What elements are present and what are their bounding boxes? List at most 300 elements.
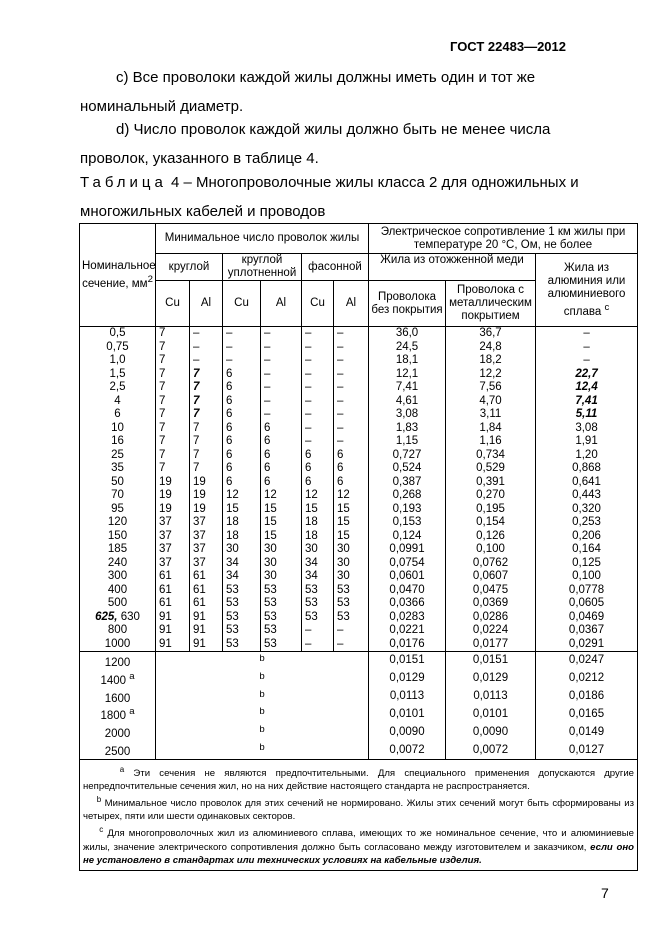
cell-value: 6 [223, 395, 261, 409]
cell-value: – [334, 368, 369, 382]
cell-value: 0,0129 [369, 670, 446, 688]
paragraph-d: d) Число проволок каждой жилы должно быть не менее числа проволок, указанного в таблице 4. [80, 121, 551, 167]
cell-value: 6 [223, 368, 261, 382]
note-b: $^b$ Минимальное число проволок для этих сечений не нормировано. Жилы этих сечений могут быть сформированы из четырех, пяти или шести одинаковых секторов. [83, 795, 635, 823]
cell-value: 0,0366 [369, 597, 446, 611]
cell-value: 0,0101 [369, 705, 446, 723]
cell-value: 30 [302, 543, 334, 557]
header-section: Номинальное сечение, $мм^2$ [80, 224, 156, 327]
cell-value: 53 [261, 624, 302, 638]
cell-not-normalized: b [259, 742, 265, 754]
table-row [80, 584, 638, 598]
cell-section: 1,0 [80, 354, 156, 368]
cell-value: 0,126 [446, 530, 536, 544]
cell-value: 53 [302, 584, 334, 598]
cell-value: 7,41 [369, 381, 446, 395]
cell-value: 0,0469 [536, 611, 638, 625]
cell-value: 7 [156, 368, 190, 382]
cell-value: 0,443 [536, 489, 638, 503]
cell-value: 1,83 [369, 422, 446, 436]
cell-value: 12,4 [536, 381, 638, 395]
cell-value: 6 [261, 462, 302, 476]
cell-value: 37 [156, 543, 190, 557]
cell-value: – [223, 327, 261, 341]
cell-value: – [261, 408, 302, 422]
table-row [80, 341, 638, 355]
cell-value: 0,0072 [369, 741, 446, 759]
cell-value: 0,125 [536, 557, 638, 571]
header-al: Al [190, 281, 223, 327]
cell-value: – [261, 368, 302, 382]
table-row [80, 741, 638, 759]
cell-value: 0,0090 [369, 723, 446, 741]
cell-value: 91 [156, 624, 190, 638]
cell-value: – [261, 327, 302, 341]
cell-value: 12,1 [369, 368, 446, 382]
table-row [80, 543, 638, 557]
table-row [80, 489, 638, 503]
cell-value: 12 [302, 489, 334, 503]
cell-value: 0,268 [369, 489, 446, 503]
cell-value: – [223, 354, 261, 368]
cell-value: 7 [190, 368, 223, 382]
cell-value: 37 [156, 557, 190, 571]
cell-value: 0,0090 [446, 723, 536, 741]
cell-value: 34 [302, 570, 334, 584]
cell-value: 15 [334, 503, 369, 517]
header-cu: Cu [156, 281, 190, 327]
cell-value: 0,0224 [446, 624, 536, 638]
cell-value: 7 [156, 462, 190, 476]
cell-value: 6 [261, 476, 302, 490]
cell-value: 4,70 [446, 395, 536, 409]
cell-value: – [302, 395, 334, 409]
cell-value: 0,0176 [369, 638, 446, 652]
cell-value: 53 [223, 584, 261, 598]
cell-value: – [302, 435, 334, 449]
cell-value: – [302, 381, 334, 395]
cell-value: 6 [334, 462, 369, 476]
table-row [80, 723, 638, 741]
cell-value: 53 [223, 597, 261, 611]
cell-value: 12 [261, 489, 302, 503]
cell-not-normalized: b [259, 724, 265, 736]
table-row [80, 570, 638, 584]
header-cu: Cu [302, 281, 334, 327]
table-row [80, 611, 638, 625]
cell-value: 91 [190, 624, 223, 638]
table-row [80, 476, 638, 490]
table-caption [80, 168, 592, 226]
header-al: Al [261, 281, 302, 327]
cell-value: 15 [261, 516, 302, 530]
cell-value: 0,253 [536, 516, 638, 530]
cell-value: 53 [261, 638, 302, 652]
cell-value: 6 [302, 462, 334, 476]
table-row [80, 381, 638, 395]
cell-value: 30 [223, 543, 261, 557]
cell-value: 24,8 [446, 341, 536, 355]
cell-value: 0,0601 [369, 570, 446, 584]
cell-value: 7 [190, 435, 223, 449]
cell-value: 0,0149 [536, 723, 638, 741]
cell-value: 34 [223, 557, 261, 571]
cell-value: 0,100 [446, 543, 536, 557]
cell-value: 6 [302, 476, 334, 490]
cell-value: 18 [223, 516, 261, 530]
cell-section: 95 [80, 503, 156, 517]
cell-value: 0,0369 [446, 597, 536, 611]
cell-value: 0,0151 [446, 652, 536, 670]
table-row [80, 705, 638, 723]
header-bare-wire: Проволока без покрытия [369, 281, 446, 327]
cell-value: – [261, 354, 302, 368]
cell-section: 800 [80, 624, 156, 638]
cell-value: 0,0291 [536, 638, 638, 652]
table-row [80, 449, 638, 463]
cell-value: 18 [302, 516, 334, 530]
table-row [80, 530, 638, 544]
cell-value: 0,0101 [446, 705, 536, 723]
table-row [80, 597, 638, 611]
cell-value: 3,08 [536, 422, 638, 436]
cell-value: 15 [334, 530, 369, 544]
table-row [80, 327, 638, 341]
cell-value: 0,0247 [536, 652, 638, 670]
cell-value: 7 [190, 408, 223, 422]
cell-value: 53 [334, 584, 369, 598]
cell-value: 0,0129 [446, 670, 536, 688]
cell-value: 19 [190, 476, 223, 490]
cell-value: 12,2 [446, 368, 536, 382]
cell-value: 0,0072 [446, 741, 536, 759]
cell-value: 15 [302, 503, 334, 517]
cell-value: 53 [261, 597, 302, 611]
cell-value: 0,0127 [536, 741, 638, 759]
cell-value: 61 [156, 570, 190, 584]
cell-section: 6 [80, 408, 156, 422]
cell-value: 0,391 [446, 476, 536, 490]
cell-value: 6 [223, 476, 261, 490]
cell-value: 0,0165 [536, 705, 638, 723]
table-row [80, 557, 638, 571]
cell-value: – [261, 381, 302, 395]
cell-value: 0,0991 [369, 543, 446, 557]
standard-number: ГОСТ 22483—2012 [450, 39, 566, 54]
cell-value: 6 [334, 449, 369, 463]
cell-value: 18 [223, 530, 261, 544]
header-resistance: Электрическое сопротивление 1 км жилы при температуре 20 °С, Ом, не более [369, 224, 638, 254]
table-row [80, 422, 638, 436]
cell-value: 53 [223, 624, 261, 638]
cell-value: 7 [190, 381, 223, 395]
cell-value: 0,193 [369, 503, 446, 517]
cell-value: – [302, 408, 334, 422]
cell-value: 36,7 [446, 327, 536, 341]
cell-value: 6 [223, 381, 261, 395]
cell-value: 61 [156, 584, 190, 598]
cell-value: – [334, 395, 369, 409]
cell-value: 53 [223, 638, 261, 652]
cell-value: 53 [261, 584, 302, 598]
section-625: 625, [95, 610, 118, 623]
cell-not-normalized: b [259, 670, 265, 682]
cell-value: 19 [190, 489, 223, 503]
cell-value: 0,727 [369, 449, 446, 463]
cell-value: 37 [190, 530, 223, 544]
cell-value: 0,0221 [369, 624, 446, 638]
cell-value: 37 [190, 557, 223, 571]
cell-value: – [334, 341, 369, 355]
cell-section: 2000 [80, 723, 156, 741]
cell-section: 625, 630 [80, 611, 156, 625]
cell-value: – [334, 354, 369, 368]
header-shaped: фасонной [302, 254, 369, 281]
table-row [80, 395, 638, 409]
cell-value: 7 [190, 422, 223, 436]
note-a: $^a$ Эти сечения не являются предпочтительными. Для специального применения допускаются другие непредпочтительные сечения жил, но на них действие настоящего стандарта не распространяется. [83, 764, 635, 793]
cell-value: 0,124 [369, 530, 446, 544]
cell-section: 2500 [80, 741, 156, 759]
cell-section: 500 [80, 597, 156, 611]
cell-value: 91 [190, 611, 223, 625]
cell-value: 0,0177 [446, 638, 536, 652]
cell-value: 0,164 [536, 543, 638, 557]
cell-value: 3,08 [369, 408, 446, 422]
cell-section: 25 [80, 449, 156, 463]
cell-value: – [334, 408, 369, 422]
cell-value: 37 [190, 516, 223, 530]
cell-value: 30 [261, 557, 302, 571]
cell-value: 7 [190, 395, 223, 409]
table-row [80, 354, 638, 368]
cell-value: 5,11 [536, 408, 638, 422]
cell-value: 0,320 [536, 503, 638, 517]
cell-value: 91 [190, 638, 223, 652]
cell-value: 6 [261, 422, 302, 436]
cell-value: – [190, 354, 223, 368]
cell-value: 6 [261, 449, 302, 463]
cell-value: 12 [223, 489, 261, 503]
cell-value: 37 [156, 516, 190, 530]
cell-value: – [334, 327, 369, 341]
cell-value: 61 [156, 597, 190, 611]
paragraph-c: c) Все проволоки каждой жилы должны иметь один и тот же номинальный диаметр. [80, 69, 536, 115]
cell-value: 53 [302, 611, 334, 625]
note-c: $^c$ Для многопроволочных жил из алюминиевого сплава, имеющих то же номинальное сечение, что и алюминиевые жилы, значение электрического сопротивления должно быть согласовано между изготовителем и заказчиком, если оно не установлено в стандартах или технических условиях на кабельные изделия. [83, 825, 635, 866]
cell-value: 7 [156, 354, 190, 368]
cell-value: 1,84 [446, 422, 536, 436]
cell-value: 22,7 [536, 368, 638, 382]
cell-value: 0,0605 [536, 597, 638, 611]
cell-value: 0,641 [536, 476, 638, 490]
cell-value: 6 [223, 435, 261, 449]
cell-value: 30 [261, 570, 302, 584]
caption-label: Таблица [80, 174, 167, 191]
cell-section: 150 [80, 530, 156, 544]
cell-not-normalized: b [259, 653, 265, 664]
cell-value: 53 [334, 597, 369, 611]
cell-value: 0,734 [446, 449, 536, 463]
cell-value: 0,387 [369, 476, 446, 490]
cell-value: 19 [156, 489, 190, 503]
table-row [80, 462, 638, 476]
cell-value: – [261, 341, 302, 355]
cell-value: – [334, 435, 369, 449]
cell-value: 0,270 [446, 489, 536, 503]
cell-value: 7 [156, 327, 190, 341]
cell-value: 7 [156, 381, 190, 395]
cell-value: – [190, 341, 223, 355]
cell-value: 7 [156, 408, 190, 422]
table-row [80, 624, 638, 638]
cell-section: 2,5 [80, 381, 156, 395]
cell-value: 7,56 [446, 381, 536, 395]
header-round-compact: круглой уплотненной [223, 254, 302, 281]
cell-value: 0,195 [446, 503, 536, 517]
cell-value: 36,0 [369, 327, 446, 341]
cell-value: 0,0607 [446, 570, 536, 584]
table-row [80, 408, 638, 422]
cell-value: 30 [334, 543, 369, 557]
cell-value: 37 [156, 530, 190, 544]
cell-value: 0,0186 [536, 688, 638, 706]
cell-value: – [334, 624, 369, 638]
cell-section: 1000 [80, 638, 156, 652]
cell-value: 7,41 [536, 395, 638, 409]
cell-value: – [302, 368, 334, 382]
cell-value: 0,868 [536, 462, 638, 476]
cell-value: – [334, 422, 369, 436]
cell-value: 53 [261, 611, 302, 625]
cell-value: 34 [223, 570, 261, 584]
header-coated-wire: Проволока с металлическим покрытием [446, 281, 536, 327]
table-row [80, 652, 638, 670]
cell-section: 10 [80, 422, 156, 436]
cell-value: 0,0151 [369, 652, 446, 670]
cell-value: 24,5 [369, 341, 446, 355]
cell-section: 4 [80, 395, 156, 409]
table-row [80, 435, 638, 449]
cell-value: 12 [334, 489, 369, 503]
cell-value: 0,153 [369, 516, 446, 530]
cell-value: 3,11 [446, 408, 536, 422]
cell-value: 18,1 [369, 354, 446, 368]
cell-value: 1,15 [369, 435, 446, 449]
cell-value: 0,529 [446, 462, 536, 476]
cell-value: 0,0113 [446, 688, 536, 706]
cell-value: – [190, 327, 223, 341]
cell-section: 70 [80, 489, 156, 503]
cell-value: 7 [190, 449, 223, 463]
cell-value: 0,0367 [536, 624, 638, 638]
cell-value: 0,206 [536, 530, 638, 544]
cell-section: 400 [80, 584, 156, 598]
cell-value: 19 [190, 503, 223, 517]
cell-section: 1200 [80, 652, 156, 670]
cell-value: 0,0475 [446, 584, 536, 598]
cell-value: 15 [223, 503, 261, 517]
cell-value: 53 [302, 597, 334, 611]
cell-value: – [302, 341, 334, 355]
cell-not-normalized: b [259, 688, 265, 700]
table-row [80, 638, 638, 652]
cell-value: 19 [156, 476, 190, 490]
header-aluminium: Жила из алюминия или алюминиевого сплава $^c$ [536, 254, 638, 327]
cell-value: 7 [156, 422, 190, 436]
cell-section: 1400 $^a$ [80, 670, 156, 688]
cell-value: 34 [302, 557, 334, 571]
cell-value: 15 [261, 503, 302, 517]
cell-value: 0,0283 [369, 611, 446, 625]
cell-value: – [334, 638, 369, 652]
cell-value: – [302, 354, 334, 368]
table-row [80, 503, 638, 517]
cell-value: 7 [156, 341, 190, 355]
cell-value: 30 [334, 557, 369, 571]
cell-value: 15 [261, 530, 302, 544]
cell-value: 91 [156, 638, 190, 652]
cell-value: – [302, 327, 334, 341]
cell-value: 15 [334, 516, 369, 530]
cell-value: 61 [190, 597, 223, 611]
cell-value: 1,20 [536, 449, 638, 463]
cell-not-normalized: b [259, 706, 265, 718]
cell-value: 6 [261, 435, 302, 449]
header-al: Al [334, 281, 369, 327]
page-number: 7 [601, 885, 609, 901]
cell-value: 0,0212 [536, 670, 638, 688]
cell-value: – [261, 395, 302, 409]
header-cu: Cu [223, 281, 261, 327]
cell-value: 30 [334, 570, 369, 584]
cell-value: 30 [261, 543, 302, 557]
cell-value: 0,0778 [536, 584, 638, 598]
cell-value: 0,100 [536, 570, 638, 584]
cell-value: 6 [223, 449, 261, 463]
cell-value: 19 [156, 503, 190, 517]
cell-section: 1800 $^a$ [80, 705, 156, 723]
cell-value: – [302, 624, 334, 638]
cell-value: 0,154 [446, 516, 536, 530]
table-row [80, 670, 638, 688]
cell-section: 1,5 [80, 368, 156, 382]
table-row [80, 368, 638, 382]
cell-value: 6 [223, 462, 261, 476]
cell-value: 91 [156, 611, 190, 625]
table-row [80, 516, 638, 530]
cell-value: – [223, 341, 261, 355]
cell-value: 53 [334, 611, 369, 625]
cell-section: 16 [80, 435, 156, 449]
header-min-wires: Минимальное число проволок жилы [156, 224, 369, 254]
cell-value: 1,16 [446, 435, 536, 449]
cell-value: 0,0113 [369, 688, 446, 706]
header-annealed-copper: Жила из отожженной меди [369, 254, 536, 281]
cell-value: – [536, 354, 638, 368]
cell-section: 300 [80, 570, 156, 584]
cell-value: 6 [334, 476, 369, 490]
header-round: круглой [156, 254, 223, 281]
cell-value: 18,2 [446, 354, 536, 368]
cell-value: 7 [156, 435, 190, 449]
cell-value: 0,0286 [446, 611, 536, 625]
cell-value: 6 [223, 408, 261, 422]
cell-value: 7 [190, 462, 223, 476]
cell-section: 240 [80, 557, 156, 571]
cell-value: 0,0470 [369, 584, 446, 598]
cell-value: 7 [156, 449, 190, 463]
